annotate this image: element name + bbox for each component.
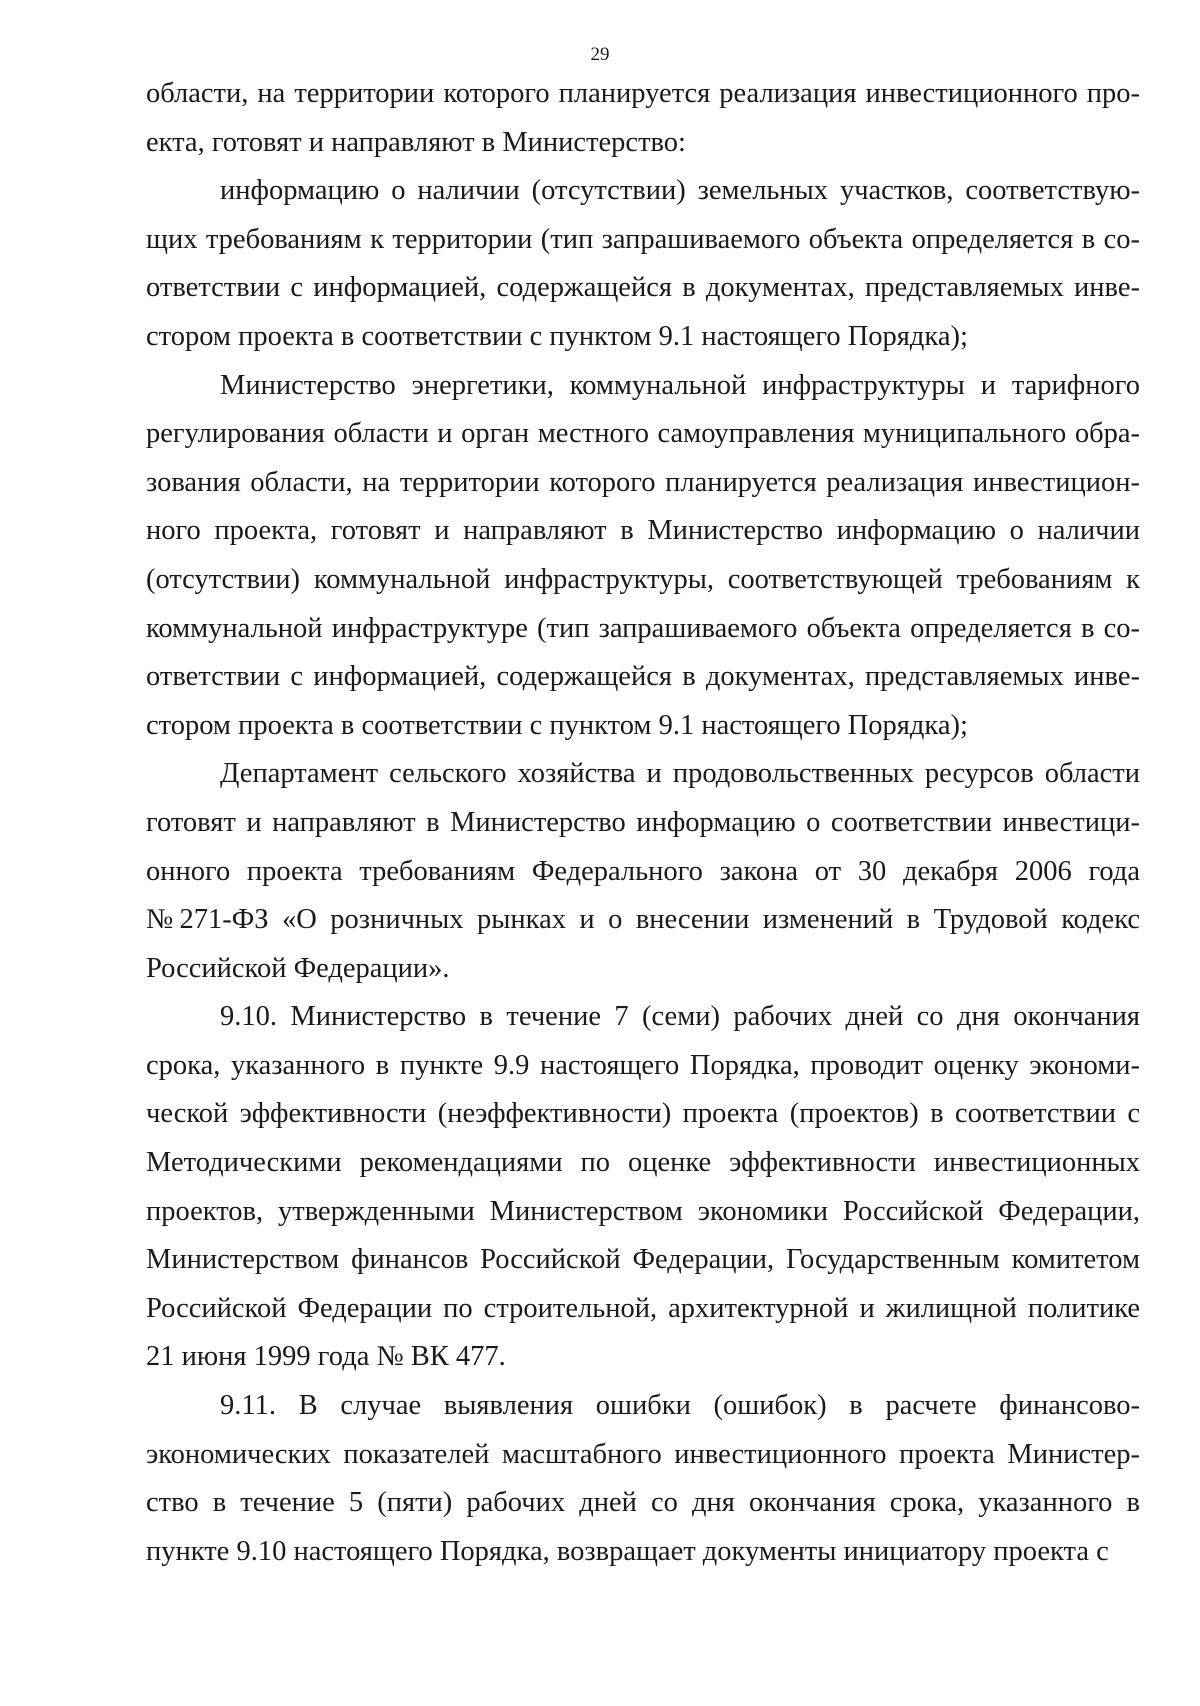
document-body	[146, 70, 1140, 1576]
page-number: 29	[590, 44, 610, 65]
paragraph-9-11: 9.11. В случае выявления ошибки (ошибок) в расчете финансово-экономических показателей масштабного инвестиционного проекта Министерство в течение 5 (пяти) рабочих дней со дня окончания срока, указанного в пункте 9.10 настоящего Порядка, возвращает документы инициатору проекта с	[146, 1390, 1140, 1567]
paragraph-land-plots-info: информацию о наличии (отсутствии) земельных участков, соответствующих требованиям к территории (тип запрашиваемого объекта определяется в соответствии с информацией, содержащейся в документах, представляемых инвестором проекта в соответствии с пунктом 9.1 настоящего Порядка);	[146, 175, 1140, 352]
paragraph-agriculture-department: Департамент сельского хозяйства и продовольственных ресурсов области готовят и направляют в Министерство информацию о соответствии инвестиционного проекта требованиям Федерального закона от 30 декабря 2006 года №271-ФЗ «О розничных рынках и о внесении изменений в Трудовой кодекс Российской Федерации».	[146, 758, 1140, 984]
paragraph-continuation: области, на территории которого планируется реализация инвестиционного проекта, готовят и направляют в Министерство:	[146, 78, 1140, 158]
paragraph-9-10: 9.10. Министерство в течение 7 (семи) рабочих дней со дня окончания срока, указанного в пункте 9.9 настоящего Порядка, проводит оценку экономической эффективности (неэффективности) проекта (проектов) в соответствии с Методическими рекомендациями по оценке эффективности инвестиционных проектов, утвержденными Министерством экономики Российской Федерации, Министерством финансов Российской Федерации, Государственным комитетом Российской Федерации по строительной, архитектурной и жилищной политике 21 июня 1999 года № ВК 477.	[146, 1001, 1140, 1373]
paragraph-energy-ministry: Министерство энергетики, коммунальной инфраструктуры и тарифного регулирования области и орган местного самоуправления муниципального образования области, на территории которого планируется реализация инвестиционного проекта, готовят и направляют в Министерство информацию о наличии (отсутствии) коммунальной инфраструктуры, соответствующей требованиям к коммунальной инфраструктуре (тип запрашиваемого объекта определяется в соответствии с информацией, содержащейся в документах, представляемых инвестором проекта в соответствии с пунктом 9.1 настоящего Порядка);	[146, 369, 1140, 741]
